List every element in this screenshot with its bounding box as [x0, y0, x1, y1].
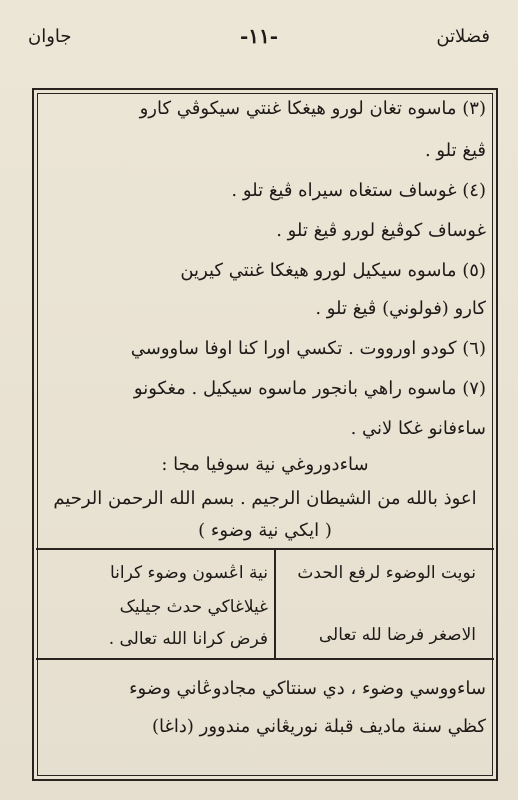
section-title: ( ايکي نية وضوء ) — [198, 520, 332, 541]
header-left-text: جاوان — [28, 26, 72, 47]
footer-line-1: ساءووسي وضوء ، دي سنتاکي مجادوڠاني وضوء — [129, 678, 486, 699]
page-header — [28, 26, 490, 56]
text-line-9: ساءفانو غکا لاني . — [350, 418, 486, 439]
niat-translation-1: نية اڠسون وضوء کرانا — [109, 563, 268, 583]
text-line-3: (٤) غوساف ستغاه سيراه ڤيغ تلو . — [231, 180, 486, 201]
page-number: -١١- — [239, 24, 279, 48]
niat-translation-3: فرض کرانا الله تعالى . — [108, 629, 268, 649]
text-line-2: ڤيغ تلو . — [424, 140, 486, 161]
text-line-7: (٦) کودو اورووت . تکسي اورا کنا اوفا ساووسي — [130, 338, 486, 359]
table-bottom-border — [36, 658, 494, 660]
text-line-10: ساءدوروغي نية سوفيا مجا : — [161, 454, 369, 475]
text-line-4: غوساف کوڤيغ لورو ڤيغ تلو . — [276, 220, 486, 241]
header-right-text: فضلاتن — [436, 26, 490, 47]
text-line-5: (٥) ماسوه سيکيل لورو هيغکا غنتي کيرين — [180, 260, 486, 281]
niat-arabic-2: الاصغر فرضا لله تعالى — [318, 625, 476, 645]
text-line-6: کارو (فولوني) ڤيغ تلو . — [315, 298, 486, 319]
table-top-border — [36, 548, 494, 550]
niat-arabic-1: نويت الوضوء لرفع الحدث — [297, 563, 476, 583]
text-line-1: (٣) ماسوه تغان لورو هيغکا غنتي سيکوڤي کارو — [139, 98, 486, 119]
footer-line-2: کظي سنة ماديف قبلة نوريڠاني مندوور (داغا) — [151, 716, 486, 737]
niat-translation-2: غيلاغاکي حدث جيليک — [119, 597, 268, 617]
text-line-8: (٧) ماسوه راهي بانجور ماسوه سيکيل . مغکونو — [133, 378, 486, 399]
basmala-line: اعوذ بالله من الشيطان الرجيم . بسم الله الرحمن الرحيم — [53, 488, 477, 509]
